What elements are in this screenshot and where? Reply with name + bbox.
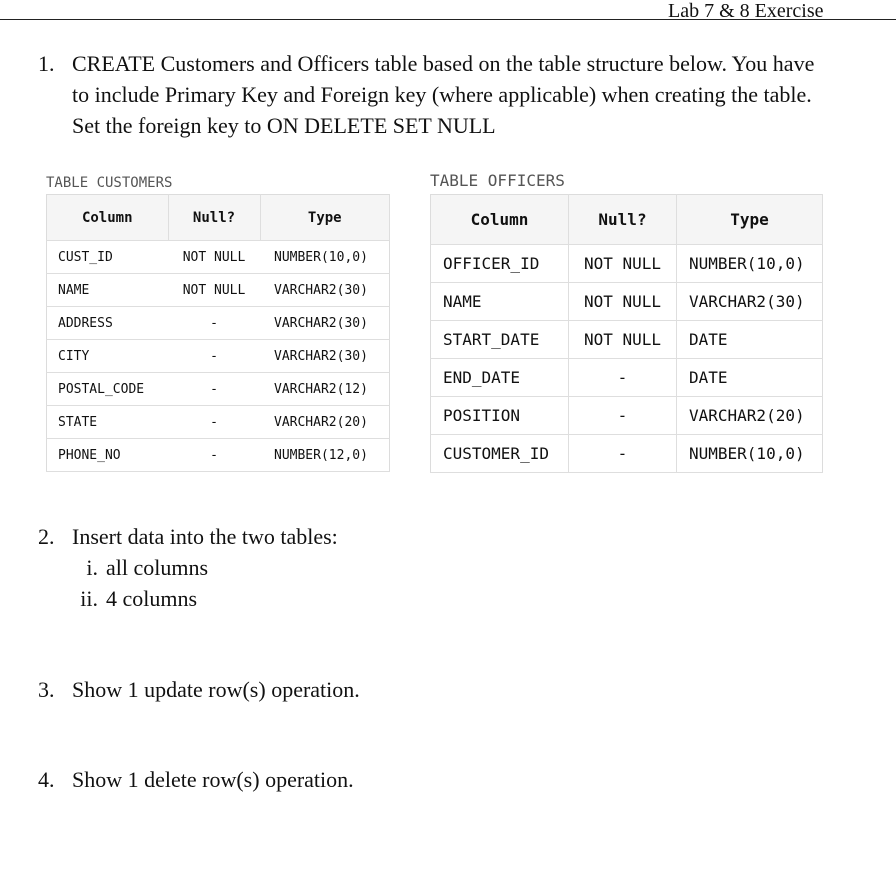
table-row [431,397,823,435]
table-row [47,373,390,406]
cell-column: STATE [47,406,169,439]
table-row [431,283,823,321]
sub-item-number: ii. [80,586,98,611]
cell-null: NOT NULL [569,321,677,359]
cell-type: VARCHAR2(20) [260,406,390,439]
cell-null: NOT NULL [168,241,260,274]
cell-type: VARCHAR2(30) [260,274,390,307]
page-header-title: Lab 7 & 8 Exercise [668,0,824,22]
cell-type: DATE [677,321,823,359]
cell-column: NAME [431,283,569,321]
cell-column: CUSTOMER_ID [431,435,569,473]
officers-table-caption: TABLE OFFICERS [430,171,565,190]
sub-item-text: 4 columns [106,586,198,611]
table-header-row [431,195,823,245]
cell-type: DATE [677,359,823,397]
table-row [431,321,823,359]
column-header: Null? [569,195,677,245]
cell-null: - [168,439,260,472]
cell-type: NUMBER(10,0) [677,435,823,473]
question-number: 3. [38,677,55,702]
cell-type: NUMBER(10,0) [260,241,390,274]
column-header: Column [47,195,169,241]
table-row [431,245,823,283]
question-number: 4. [38,767,55,792]
question-text: Show 1 delete row(s) operation. [72,767,354,792]
table-row [47,406,390,439]
cell-type: VARCHAR2(12) [260,373,390,406]
cell-null: - [168,307,260,340]
cell-type: VARCHAR2(20) [677,397,823,435]
cell-type: VARCHAR2(30) [260,307,390,340]
header-rule [0,19,896,20]
officers-table [430,194,823,473]
table-row [47,439,390,472]
cell-null: - [168,406,260,439]
cell-column: CUST_ID [47,241,169,274]
cell-null: NOT NULL [569,245,677,283]
cell-type: VARCHAR2(30) [260,340,390,373]
cell-column: OFFICER_ID [431,245,569,283]
sub-item-number: i. [86,555,98,580]
cell-null: - [168,373,260,406]
cell-null: NOT NULL [168,274,260,307]
cell-column: POSTAL_CODE [47,373,169,406]
cell-null: - [569,397,677,435]
cell-column: END_DATE [431,359,569,397]
cell-null: - [168,340,260,373]
cell-type: VARCHAR2(30) [677,283,823,321]
table-row [431,435,823,473]
column-header: Type [260,195,390,241]
customers-table-caption: TABLE CUSTOMERS [46,175,173,191]
question-number: 2. [38,524,55,549]
table-row [47,274,390,307]
question-text: CREATE Customers and Officers table based on the table structure below. You have to include Primary Key and Foreign key (where applicable) when creating the table. Set the foreign key to ON DELETE SET NULL [72,51,815,138]
cell-null: NOT NULL [569,283,677,321]
table-header-row [47,195,390,241]
column-header: Type [677,195,823,245]
sub-item [86,552,209,583]
cell-null: - [569,435,677,473]
table-row [431,359,823,397]
sub-item [80,583,198,614]
cell-type: NUMBER(10,0) [677,245,823,283]
cell-column: PHONE_NO [47,439,169,472]
column-header: Null? [168,195,260,241]
cell-column: POSITION [431,397,569,435]
cell-type: NUMBER(12,0) [260,439,390,472]
cell-column: NAME [47,274,169,307]
question-text: Insert data into the two tables: [72,524,338,549]
cell-column: START_DATE [431,321,569,359]
sub-item-text: all columns [106,555,209,580]
cell-null: - [569,359,677,397]
customers-table [46,194,390,472]
table-row [47,307,390,340]
cell-column: ADDRESS [47,307,169,340]
question-number: 1. [38,51,55,76]
cell-column: CITY [47,340,169,373]
column-header: Column [431,195,569,245]
table-row [47,340,390,373]
question-text: Show 1 update row(s) operation. [72,677,360,702]
table-row [47,241,390,274]
